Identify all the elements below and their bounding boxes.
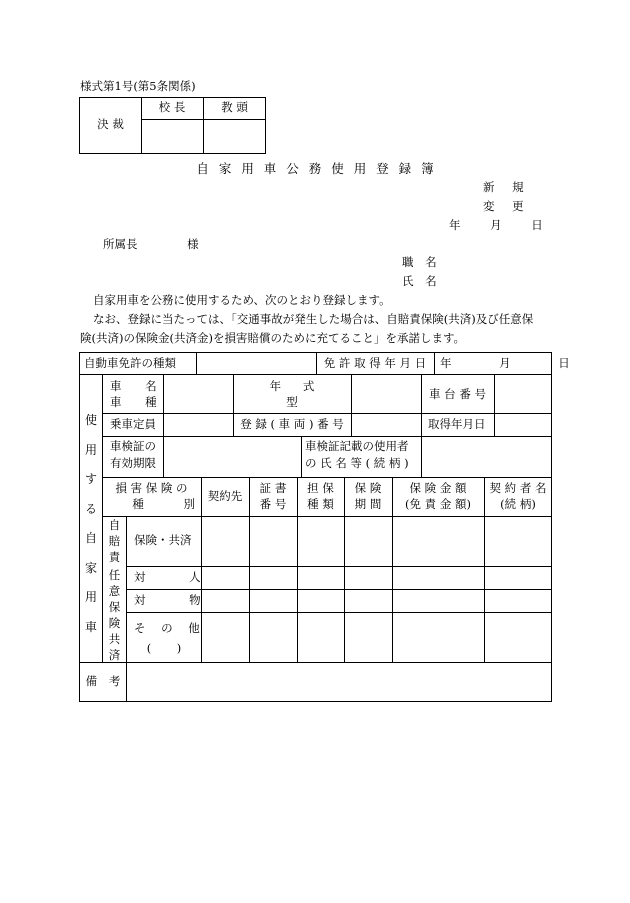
optional-other-paren: ( ) <box>146 641 182 655</box>
car-kind-label: 車 種 <box>110 395 157 409</box>
inspection-label-2: 有効期限 <box>110 456 156 470</box>
car-name-label: 車 名 <box>110 379 157 393</box>
chassis-number-label: 車 台 番 号 <box>429 387 486 401</box>
certificate-header-1: 証 書 <box>259 481 287 495</box>
remarks-label: 備 考 <box>85 674 121 688</box>
date-line: 年 月 日 <box>449 218 543 232</box>
optional-insurance-label: 任 意 保 険 共 済 <box>108 568 121 662</box>
amount-header-1: 保 険 金 額 <box>409 481 467 495</box>
name-label: 氏 名 <box>402 274 437 288</box>
insurance-type-header-2: 種 別 <box>132 497 195 511</box>
inspection-user-label-2: の 氏 名 等 ( 続 柄 ) <box>305 456 409 470</box>
optional-person-label: 対 人 <box>134 570 201 584</box>
license-date-value: 年 月 日 <box>440 356 570 370</box>
contractor-header: 契約先 <box>207 489 243 503</box>
capacity-label: 乗車定員 <box>110 417 156 431</box>
period-header-1: 保 険 <box>354 481 382 495</box>
position-label: 職 名 <box>402 255 437 269</box>
page-title: 自 家 用 車 公 務 使 用 登 録 簿 <box>196 161 434 176</box>
holder-header-2: (続 柄) <box>500 497 536 511</box>
registration-number-label: 登 録 ( 車 両 ) 番 号 <box>240 417 344 431</box>
insurance-type-header-1: 損 害 保 険 の <box>115 481 188 495</box>
form-number: 様式第1号(第5条関係) <box>80 79 196 93</box>
compulsory-insurance-label: 自 賠 責 <box>108 518 121 564</box>
optional-property-label: 対 物 <box>134 593 201 607</box>
statement-1: 自家用車を公務に使用するため、次のとおり登録します。 <box>93 293 391 307</box>
optional-other-label: そ の 他 <box>134 621 200 635</box>
coverage-header-2: 種 類 <box>307 497 334 511</box>
addressee: 所属長 様 <box>103 237 199 251</box>
status-change: 変 更 <box>483 199 524 213</box>
inspection-label-1: 車検証の <box>110 439 156 453</box>
inspection-user-label-1: 車検証記載の使用者 <box>305 439 409 453</box>
side-label-own-car: 使 用 す る 自 家 用 車 <box>84 413 97 634</box>
approval-label: 決 裁 <box>97 117 124 131</box>
model-label: 型 <box>286 395 298 409</box>
period-header-2: 期 間 <box>354 497 382 511</box>
certificate-header-2: 番 号 <box>259 497 287 511</box>
license-type-label: 自動車免許の種類 <box>84 356 176 370</box>
vice-principal-label: 教 頭 <box>221 100 248 114</box>
model-year-label: 年 式 <box>269 379 315 393</box>
amount-header-2: (免 責 金 額) <box>405 497 471 511</box>
license-date-label: 免 許 取 得 年 月 日 <box>323 356 427 370</box>
acquisition-date-label: 取得年月日 <box>428 417 486 431</box>
statement-2-line-1: なお、登録に当たっては、「交通事故が発生した場合は、自賠責保険(共済)及び任意保 <box>93 312 534 326</box>
compulsory-insurance-value: 保険・共済 <box>134 533 192 547</box>
coverage-header-1: 担 保 <box>307 481 334 495</box>
principal-label: 校 長 <box>158 100 186 114</box>
holder-header-1: 契 約 者 名 <box>489 481 547 495</box>
statement-2-line-2: 険(共済)の保険金(共済金)を損害賠償のために充てること」を承諾します。 <box>80 331 466 345</box>
status-new: 新 規 <box>483 180 524 194</box>
